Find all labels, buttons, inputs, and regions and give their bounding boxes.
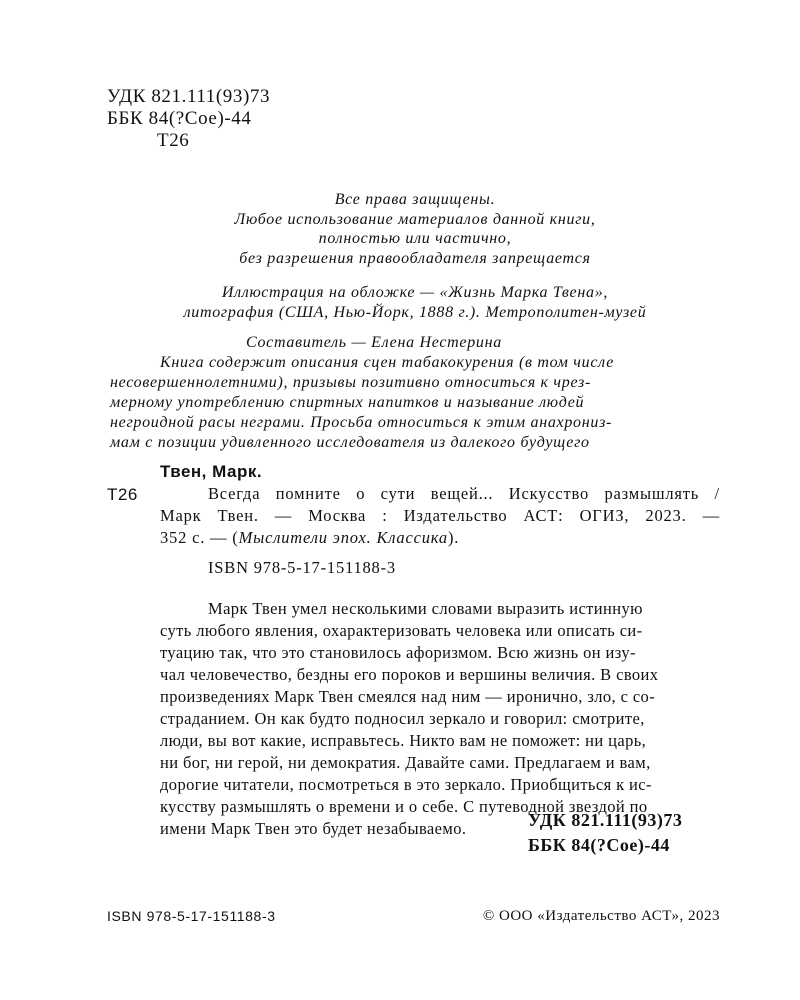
bibliographic-title-line xyxy=(160,483,720,505)
bibliographic-word: сути xyxy=(380,484,416,503)
rights-notice xyxy=(110,190,720,268)
rights-line: без разрешения правообладателя запрещается xyxy=(239,249,591,267)
bibliographic-word: — xyxy=(274,506,293,525)
annotation-line: имени Марк Твен это будет незабываемо. xyxy=(160,819,467,838)
author-heading: Твен, Марк. xyxy=(160,462,263,481)
illustration-line: Иллюстрация на обложке — «Жизнь Марка Твена», xyxy=(221,284,609,301)
annotation-line: дорогие читатели, посмотреться в это зеркало. Приобщиться к ис- xyxy=(160,775,652,794)
classification-codes-top xyxy=(107,86,270,152)
rights-line: полностью или частично, xyxy=(318,230,512,247)
annotation-line: Марк Твен умел несколькими словами выразить истинную xyxy=(208,599,643,618)
annotation-line: кусству размышлять о времени и о себе. С путеводной звездой по xyxy=(160,797,648,816)
warning-line: Книга содержит описания сцен табакокурения (в том числе xyxy=(160,354,614,371)
extent-suffix: ). xyxy=(447,528,460,547)
cover-illustration-credit xyxy=(110,283,720,322)
rights-line: Любое использование материалов данной книги, xyxy=(234,210,596,228)
annotation-line: ни бог, ни герой, ни демократия. Давайте сами. Предлагаем и вам, xyxy=(160,753,651,772)
bibliographic-word: АСТ: xyxy=(523,506,564,525)
annotation-line: произведениях Марк Твен смеялся над ним — иронично, зло, с со- xyxy=(160,687,656,706)
warning-line: мерному употреблению спиртных напитков и называние людей xyxy=(110,394,585,411)
bibliographic-word: 2023. xyxy=(645,506,687,525)
bibliographic-word: о xyxy=(356,484,366,503)
bibliographic-publisher-line xyxy=(160,505,720,527)
annotation-line: чал человечество, бездны его пороков и вершины величия. В своих xyxy=(160,665,659,684)
bibliographic-word: ОГИЗ, xyxy=(579,506,630,525)
bibliographic-word: Всегда xyxy=(208,484,261,503)
bibliographic-record xyxy=(160,483,720,549)
bibliographic-word: Искусство xyxy=(508,484,590,503)
bibliographic-word: Твен. xyxy=(217,506,259,525)
illustration-line: литография (США, Нью-Йорк, 1888 г.). Метрополитен-музей xyxy=(183,303,647,321)
isbn: ISBN 978-5-17-151188-3 xyxy=(208,558,396,577)
annotation xyxy=(160,598,720,840)
bibliographic-word: вещей... xyxy=(430,484,494,503)
rights-line: Все права защищены. xyxy=(334,191,496,208)
content-warning xyxy=(110,353,720,453)
udk-code: УДК 821.111(93)73 xyxy=(107,86,271,107)
bibliographic-word: Марк xyxy=(160,506,202,525)
bbk-code: ББК 84(?Сое)-44 xyxy=(107,108,252,129)
udk-code: УДК 821.111(93)73 xyxy=(528,810,683,830)
bibliographic-word: помните xyxy=(275,484,341,503)
bibliographic-word: / xyxy=(714,484,720,503)
annotation-line: суть любого явления, охарактеризовать человека или описать си- xyxy=(160,621,643,640)
bibliographic-word: Издательство xyxy=(403,506,508,525)
bibliographic-extent-line xyxy=(160,527,720,549)
warning-line: негроидной расы неграми. Просьба относиться к этим анахрониз- xyxy=(110,414,613,431)
bbk-code: ББК 84(?Сое)-44 xyxy=(528,835,670,855)
extent-prefix: 352 с. — ( xyxy=(160,528,239,547)
warning-line: несовершеннолетними), призывы позитивно относиться к чрез- xyxy=(110,374,592,391)
bibliographic-word: : xyxy=(382,506,388,525)
annotation-line: страданием. Он как будто подносил зеркало и говорил: смотрите, xyxy=(160,709,645,728)
author-mark: Т26 xyxy=(157,130,190,151)
bibliographic-word: размышлять xyxy=(604,484,700,503)
footer-copyright: © ООО «Издательство АСТ», 2023 xyxy=(482,908,720,924)
compiler-credit: Составитель — Елена Нестерина xyxy=(246,334,502,351)
bibliographic-word: Москва xyxy=(308,506,367,525)
warning-line: мам с позиции удивленного исследователя из далекого будущего xyxy=(110,434,590,451)
footer-isbn: ISBN 978-5-17-151188-3 xyxy=(107,908,276,924)
bibliographic-word: — xyxy=(702,506,720,525)
classification-codes-bottom xyxy=(528,808,682,858)
annotation-line: туацию так, что это становилось афоризмом. Всю жизнь он изу- xyxy=(160,643,636,662)
annotation-line: люди, вы вот какие, исправьтесь. Никто вам не поможет: ни царь, xyxy=(160,731,647,750)
series-title: Мыслители эпох. Классика xyxy=(238,528,448,547)
bibliographic-author-mark: Т26 xyxy=(107,485,138,504)
